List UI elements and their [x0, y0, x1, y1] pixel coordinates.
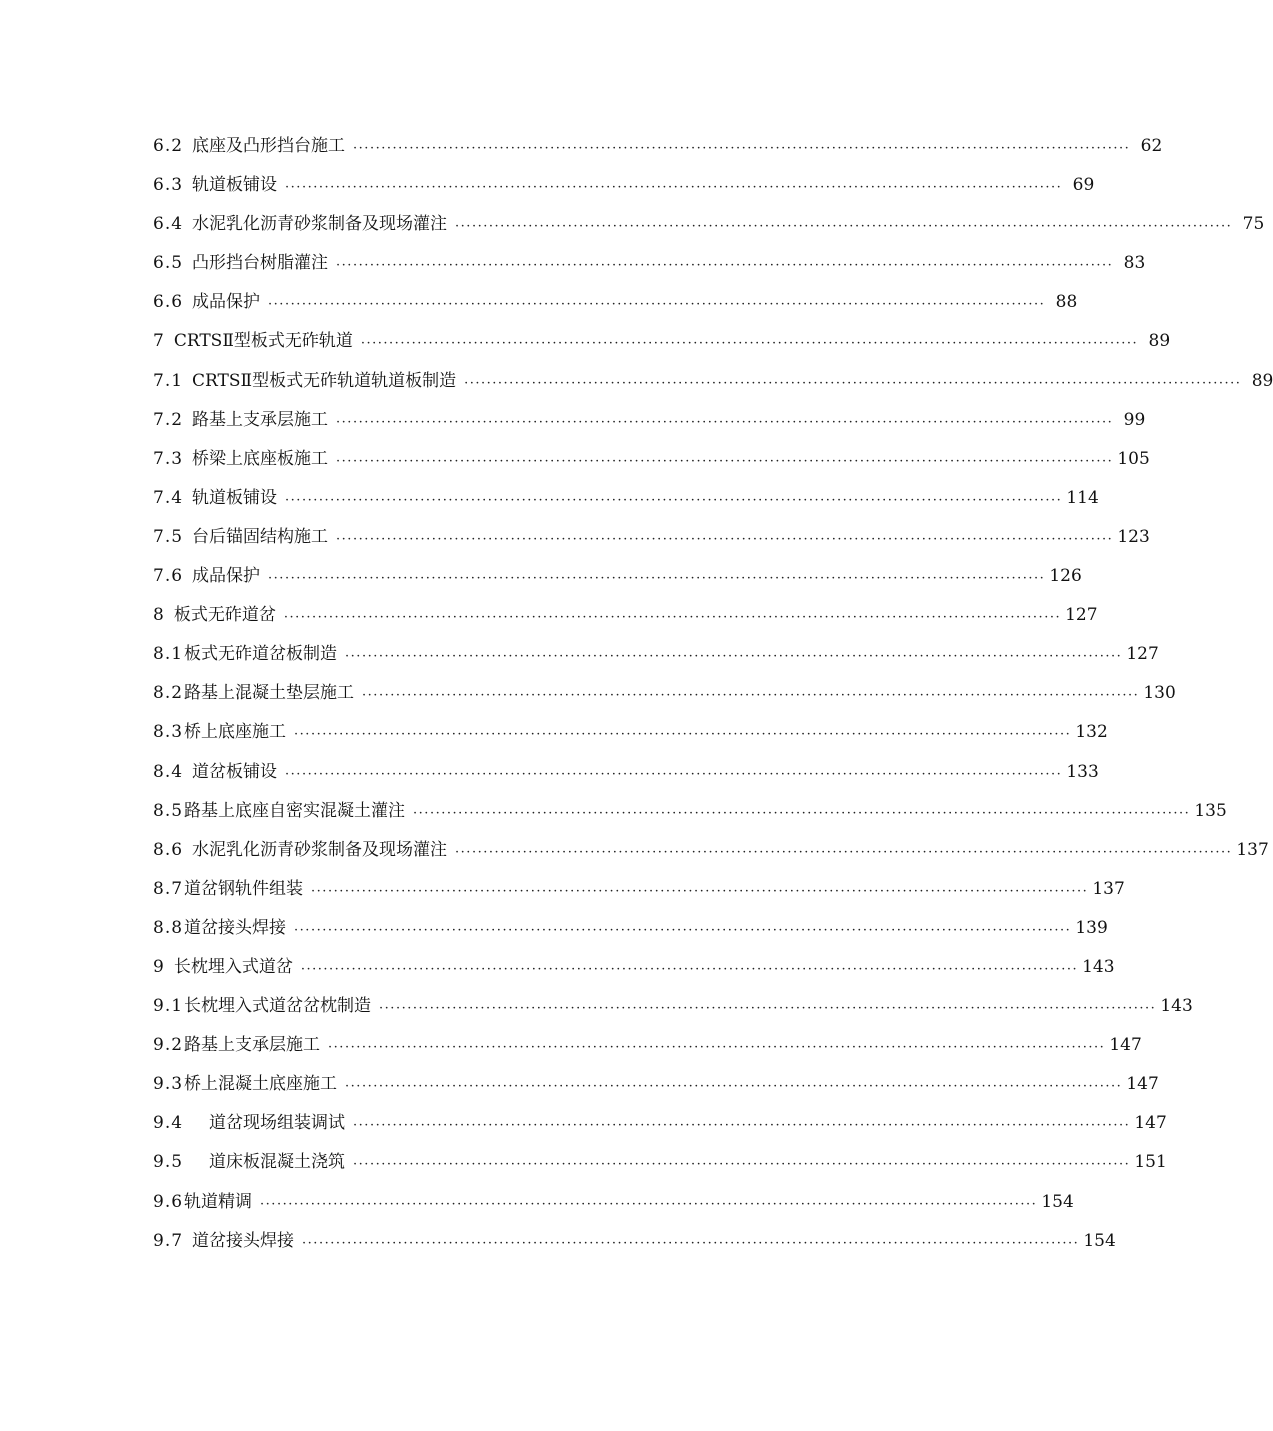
toc-entry-title: 板式无砟道岔板制造 [184, 644, 338, 665]
dot-leader: ·········································································································································· [455, 844, 1233, 860]
toc-entry-number: 8.2 [153, 683, 184, 704]
toc-entry-number: 7.3 [153, 448, 184, 469]
toc-entry-title: 轨道板铺设 [192, 175, 278, 196]
dot-leader: ·········································································································································· [345, 1079, 1123, 1095]
toc-entry-page: 151 [1134, 1152, 1167, 1173]
toc-entry-number: 8.4 [153, 761, 184, 782]
toc-entry[interactable] [153, 1104, 1167, 1143]
dot-leader: ·········································································································································· [455, 219, 1233, 235]
toc-entry-number: 9 [153, 956, 165, 977]
toc-entry-number: 6.2 [153, 136, 184, 156]
toc-entry-page: 127 [1126, 644, 1159, 665]
toc-entry-number: 6.5 [153, 253, 184, 274]
toc-entry-title: 板式无砟道岔 [173, 605, 276, 626]
toc-entry-page: 127 [1065, 605, 1098, 626]
toc-entry[interactable] [153, 166, 1095, 205]
toc-entry[interactable] [153, 870, 1125, 909]
toc-entry-title: 道岔钢轨件组装 [184, 878, 304, 899]
toc-entry-page: 89 [1148, 331, 1171, 352]
toc-entry-page: 123 [1117, 526, 1150, 547]
dot-leader: ·········································································································································· [302, 1235, 1080, 1251]
toc-entry-number: 8 [153, 605, 165, 626]
toc-entry-number: 6.6 [153, 292, 184, 313]
toc-entry-title: 桥上底座施工 [184, 722, 287, 743]
toc-entry-title: 桥梁上底座板施工 [192, 448, 329, 469]
toc-entry-title: 道岔板铺设 [192, 761, 278, 782]
toc-entry-number: 8.5 [153, 800, 184, 821]
toc-entry-number: 7.1 [153, 370, 184, 391]
toc-entry-number: 9.1 [153, 996, 184, 1017]
toc-entry-number: 8.8 [153, 917, 184, 938]
dot-leader: ·········································································································································· [311, 883, 1089, 899]
toc-entry-page: 105 [1117, 448, 1150, 469]
toc-entry-title: 台后锚固结构施工 [192, 526, 329, 547]
toc-entry-page: 135 [1194, 800, 1227, 821]
dot-leader: ·········································································································································· [283, 610, 1062, 626]
toc-entry-page: 143 [1082, 956, 1115, 977]
dot-leader: ·········································································································································· [328, 1040, 1106, 1056]
dot-leader: ·········································································································································· [464, 375, 1242, 391]
toc-entry-number: 9.6 [153, 1191, 184, 1212]
toc-entry-number: 7.5 [153, 526, 184, 547]
toc-entry[interactable] [153, 440, 1150, 479]
toc-entry-title: CRTSⅡ型板式无砟轨道轨道板制造 [192, 370, 457, 391]
toc-entry-number: 6.3 [153, 175, 184, 196]
toc-entry[interactable] [153, 948, 1115, 987]
toc-entry-title: 长枕埋入式道岔岔枕制造 [184, 996, 372, 1017]
toc-entry-title: 成品保护 [192, 292, 261, 313]
toc-entry-number: 9.3 [153, 1074, 184, 1095]
dot-leader: ·········································································································································· [285, 180, 1063, 196]
toc-entry[interactable] [153, 1065, 1159, 1104]
dot-leader: ·········································································································································· [336, 531, 1114, 547]
toc-entry[interactable] [153, 283, 1078, 322]
toc-entry-number: 9.4 [153, 1113, 184, 1134]
toc-entry-page: 137 [1236, 839, 1269, 860]
toc-entry-page: 83 [1123, 253, 1146, 274]
toc-entry[interactable] [153, 1183, 1074, 1222]
dot-leader: ·········································································································································· [345, 649, 1123, 665]
toc-entry[interactable] [153, 1222, 1116, 1261]
toc-entry-page: 62 [1140, 136, 1163, 156]
toc-entry[interactable] [153, 909, 1108, 948]
toc-entry-title: 道岔接头焊接 [184, 917, 287, 938]
dot-leader: ·········································································································································· [413, 805, 1191, 821]
toc-entry-number: 7.6 [153, 566, 184, 587]
toc-entry[interactable] [153, 713, 1108, 752]
toc-entry-title: 水泥乳化沥青砂浆制备及现场灌注 [192, 214, 448, 235]
dot-leader: ·········································································································································· [353, 1118, 1131, 1134]
table-of-contents [153, 127, 1273, 1261]
dot-leader: ·········································································································································· [353, 141, 1131, 156]
toc-entry-title: 道岔现场组装调试 [209, 1113, 346, 1134]
toc-entry[interactable] [153, 1026, 1142, 1065]
toc-entry-title: 轨道板铺设 [192, 487, 278, 508]
toc-entry-title: 水泥乳化沥青砂浆制备及现场灌注 [192, 839, 448, 860]
toc-entry[interactable] [153, 596, 1098, 635]
toc-entry-page: 69 [1072, 175, 1095, 196]
toc-entry-title: 底座及凸形挡台施工 [192, 136, 346, 156]
toc-entry-title: 轨道精调 [184, 1191, 253, 1212]
toc-entry-title: 路基上底座自密实混凝土灌注 [184, 800, 406, 821]
toc-entry-page: 130 [1143, 683, 1176, 704]
dot-leader: ·········································································································································· [336, 414, 1114, 430]
toc-entry[interactable] [153, 1143, 1167, 1182]
toc-entry[interactable] [153, 244, 1146, 283]
toc-entry-title: 桥上混凝土底座施工 [184, 1074, 338, 1095]
dot-leader: ·········································································································································· [268, 571, 1046, 587]
toc-entry-page: 137 [1092, 878, 1125, 899]
toc-entry-title: 成品保护 [192, 566, 261, 587]
dot-leader: ·········································································································································· [362, 688, 1140, 704]
dot-leader: ·········································································································································· [336, 258, 1114, 274]
dot-leader: ·········································································································································· [360, 336, 1139, 352]
toc-entry-title: CRTSⅡ型板式无砟轨道 [173, 331, 353, 352]
toc-entry-number: 9.5 [153, 1152, 184, 1173]
dot-leader: ·········································································································································· [285, 492, 1063, 508]
toc-entry[interactable] [153, 479, 1099, 518]
toc-entry-page: 154 [1041, 1191, 1074, 1212]
toc-entry-title: 路基上混凝土垫层施工 [184, 683, 355, 704]
toc-entry[interactable] [153, 792, 1227, 831]
toc-entry-number: 9.2 [153, 1035, 184, 1056]
toc-entry[interactable] [153, 674, 1176, 713]
toc-entry[interactable] [153, 322, 1171, 361]
toc-entry-page: 147 [1126, 1074, 1159, 1095]
toc-entry[interactable] [153, 557, 1082, 596]
toc-entry[interactable] [153, 205, 1265, 244]
toc-entry[interactable] [153, 987, 1193, 1026]
dot-leader: ·········································································································································· [285, 766, 1063, 782]
toc-entry-page: 147 [1109, 1035, 1142, 1056]
dot-leader: ·········································································································································· [294, 922, 1072, 938]
dot-leader: ·········································································································································· [336, 453, 1114, 469]
toc-entry-page: 132 [1075, 722, 1108, 743]
toc-entry-title: 长枕埋入式道岔 [173, 956, 293, 977]
toc-entry-page: 147 [1134, 1113, 1167, 1134]
toc-entry-number: 7 [153, 331, 165, 352]
toc-entry[interactable] [153, 753, 1099, 792]
toc-entry-page: 114 [1066, 487, 1099, 508]
toc-entry-page: 133 [1066, 761, 1099, 782]
toc-entry-number: 6.4 [153, 214, 184, 235]
toc-entry-number: 9.7 [153, 1230, 184, 1251]
toc-entry-title: 路基上支承层施工 [192, 409, 329, 430]
toc-entry-title: 道床板混凝土浇筑 [209, 1152, 346, 1173]
toc-entry-page: 139 [1075, 917, 1108, 938]
toc-entry[interactable] [153, 362, 1273, 401]
dot-leader: ·········································································································································· [294, 727, 1072, 743]
toc-entry[interactable] [153, 831, 1269, 870]
toc-entry-page: 88 [1055, 292, 1078, 313]
dot-leader: ·········································································································································· [268, 297, 1046, 313]
toc-entry-number: 7.2 [153, 409, 184, 430]
toc-entry-page: 75 [1242, 214, 1265, 235]
toc-entry[interactable] [153, 401, 1146, 440]
toc-entry-title: 道岔接头焊接 [192, 1230, 295, 1251]
toc-entry-page: 143 [1160, 996, 1193, 1017]
toc-entry-title: 路基上支承层施工 [184, 1035, 321, 1056]
dot-leader: ·········································································································································· [353, 1157, 1131, 1173]
toc-entry-page: 99 [1123, 409, 1146, 430]
toc-entry[interactable] [153, 518, 1150, 557]
toc-entry-page: 154 [1083, 1230, 1116, 1251]
toc-entry-number: 8.7 [153, 878, 184, 899]
toc-entry-page: 126 [1049, 566, 1082, 587]
toc-entry-number: 7.4 [153, 487, 184, 508]
dot-leader: ·········································································································································· [260, 1196, 1038, 1212]
toc-entry-number: 8.1 [153, 644, 184, 665]
toc-entry-page: 89 [1251, 370, 1273, 391]
toc-entry[interactable] [153, 127, 1163, 166]
toc-entry-number: 8.3 [153, 722, 184, 743]
dot-leader: ·········································································································································· [300, 961, 1079, 977]
toc-entry-title: 凸形挡台树脂灌注 [192, 253, 329, 274]
dot-leader: ·········································································································································· [379, 1001, 1157, 1017]
toc-entry-number: 8.6 [153, 839, 184, 860]
toc-entry[interactable] [153, 635, 1159, 674]
